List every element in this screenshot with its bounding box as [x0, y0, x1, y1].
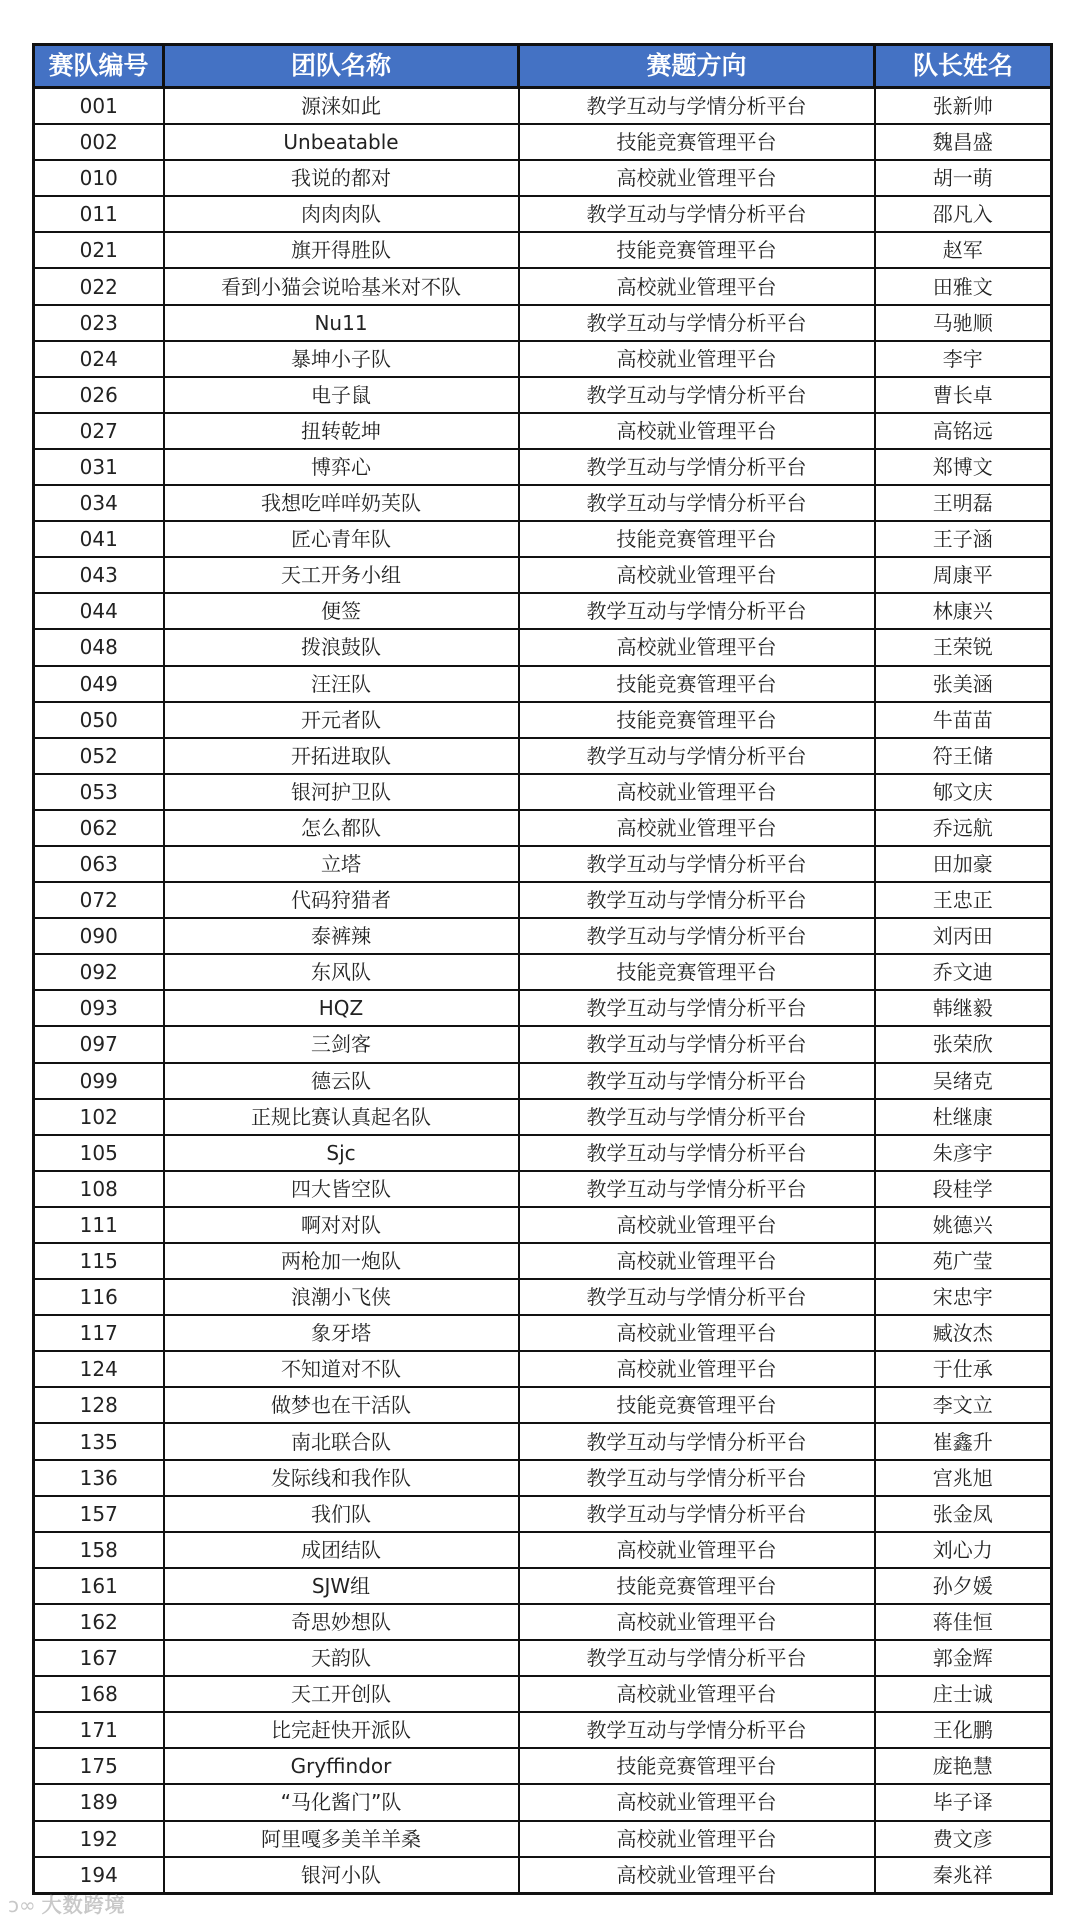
team-name-cell: 比完赶快开派队 — [164, 1712, 519, 1748]
table-row — [34, 124, 1052, 160]
team-name-cell: 浪潮小飞侠 — [164, 1279, 519, 1315]
team-id-cell: 050 — [34, 702, 164, 738]
table-row — [34, 1532, 1052, 1568]
team-id-cell: 023 — [34, 305, 164, 341]
team-id-cell: 189 — [34, 1784, 164, 1820]
team-name-cell: 两枪加一炮队 — [164, 1243, 519, 1279]
team-id-cell: 034 — [34, 485, 164, 521]
watermark — [8, 1893, 126, 1917]
table-row — [34, 629, 1052, 665]
topic-cell: 高校就业管理平台 — [519, 1243, 875, 1279]
captain-cell: 邵凡入 — [875, 196, 1052, 232]
captain-cell: 田加豪 — [875, 846, 1052, 882]
team-id-cell: 167 — [34, 1640, 164, 1676]
captain-cell: 李宇 — [875, 341, 1052, 377]
team-id-cell: 124 — [34, 1351, 164, 1387]
captain-cell: 乔远航 — [875, 810, 1052, 846]
team-name-cell: Nu11 — [164, 305, 519, 341]
team-name-cell: 正规比赛认真起名队 — [164, 1099, 519, 1135]
captain-cell: 张新帅 — [875, 88, 1052, 125]
topic-cell: 教学互动与学情分析平台 — [519, 485, 875, 521]
table-row — [34, 1423, 1052, 1459]
team-id-cell: 097 — [34, 1026, 164, 1062]
team-name-cell: 南北联合队 — [164, 1423, 519, 1459]
table-row — [34, 954, 1052, 990]
team-name-cell: 天工开务小组 — [164, 557, 519, 593]
topic-cell: 教学互动与学情分析平台 — [519, 1026, 875, 1062]
team-id-cell: 024 — [34, 341, 164, 377]
team-name-cell: 德云队 — [164, 1063, 519, 1099]
topic-cell: 高校就业管理平台 — [519, 774, 875, 810]
team-name-cell: 旗开得胜队 — [164, 232, 519, 268]
topic-cell: 技能竞赛管理平台 — [519, 1387, 875, 1423]
table-row — [34, 774, 1052, 810]
captain-cell: 崔鑫升 — [875, 1423, 1052, 1459]
team-name-cell: “马化酱门”队 — [164, 1784, 519, 1820]
table-row — [34, 1712, 1052, 1748]
team-id-cell: 090 — [34, 918, 164, 954]
captain-cell: 符王储 — [875, 738, 1052, 774]
topic-cell: 高校就业管理平台 — [519, 1315, 875, 1351]
captain-cell: 郑博文 — [875, 449, 1052, 485]
table-row — [34, 1026, 1052, 1062]
team-id-cell: 053 — [34, 774, 164, 810]
table-row — [34, 1568, 1052, 1604]
topic-cell: 教学互动与学情分析平台 — [519, 377, 875, 413]
team-id-cell: 111 — [34, 1207, 164, 1243]
team-name-cell: 便签 — [164, 593, 519, 629]
captain-cell: 王荣锐 — [875, 629, 1052, 665]
topic-cell: 教学互动与学情分析平台 — [519, 918, 875, 954]
team-name-cell: 天工开创队 — [164, 1676, 519, 1712]
team-id-cell: 108 — [34, 1171, 164, 1207]
topic-cell: 教学互动与学情分析平台 — [519, 196, 875, 232]
team-name-cell: HQZ — [164, 990, 519, 1026]
topic-cell: 教学互动与学情分析平台 — [519, 846, 875, 882]
team-name-cell: 阿里嘎多美羊羊桑 — [164, 1821, 519, 1857]
team-id-cell: 072 — [34, 882, 164, 918]
table-row — [34, 196, 1052, 232]
header-team-name: 团队名称 — [164, 45, 519, 88]
captain-cell: 韩继毅 — [875, 990, 1052, 1026]
captain-cell: 周康平 — [875, 557, 1052, 593]
team-name-cell: 奇思妙想队 — [164, 1604, 519, 1640]
team-name-cell: Unbeatable — [164, 124, 519, 160]
table-row — [34, 1063, 1052, 1099]
captain-cell: 王子涵 — [875, 521, 1052, 557]
table-row — [34, 918, 1052, 954]
topic-cell: 教学互动与学情分析平台 — [519, 990, 875, 1026]
captain-cell: 宫兆旭 — [875, 1460, 1052, 1496]
team-id-cell: 175 — [34, 1748, 164, 1784]
team-id-cell: 135 — [34, 1423, 164, 1459]
team-name-cell: 汪汪队 — [164, 666, 519, 702]
table-row — [34, 521, 1052, 557]
table-row — [34, 1207, 1052, 1243]
captain-cell: 姚德兴 — [875, 1207, 1052, 1243]
team-id-cell: 116 — [34, 1279, 164, 1315]
table-row — [34, 1821, 1052, 1857]
captain-cell: 张荣欣 — [875, 1026, 1052, 1062]
team-id-cell: 161 — [34, 1568, 164, 1604]
team-id-cell: 099 — [34, 1063, 164, 1099]
topic-cell: 教学互动与学情分析平台 — [519, 1712, 875, 1748]
topic-cell: 技能竞赛管理平台 — [519, 124, 875, 160]
team-id-cell: 022 — [34, 268, 164, 304]
table-row — [34, 1496, 1052, 1532]
topic-cell: 技能竞赛管理平台 — [519, 232, 875, 268]
captain-cell: 田雅文 — [875, 268, 1052, 304]
captain-cell: 庞艳慧 — [875, 1748, 1052, 1784]
team-id-cell: 010 — [34, 160, 164, 196]
captain-cell: 刘心力 — [875, 1532, 1052, 1568]
team-table-container — [32, 43, 1050, 1895]
captain-cell: 赵军 — [875, 232, 1052, 268]
captain-cell: 蒋佳恒 — [875, 1604, 1052, 1640]
captain-cell: 庄士诚 — [875, 1676, 1052, 1712]
team-name-cell: 三剑客 — [164, 1026, 519, 1062]
team-name-cell: SJW组 — [164, 1568, 519, 1604]
team-name-cell: 看到小猫会说哈基米对不队 — [164, 268, 519, 304]
topic-cell: 高校就业管理平台 — [519, 160, 875, 196]
topic-cell: 教学互动与学情分析平台 — [519, 305, 875, 341]
team-id-cell: 158 — [34, 1532, 164, 1568]
table-row — [34, 1604, 1052, 1640]
team-name-cell: 泰裤辣 — [164, 918, 519, 954]
table-row — [34, 1640, 1052, 1676]
topic-cell: 高校就业管理平台 — [519, 810, 875, 846]
topic-cell: 高校就业管理平台 — [519, 413, 875, 449]
team-id-cell: 044 — [34, 593, 164, 629]
table-row — [34, 377, 1052, 413]
table-header — [34, 45, 1052, 88]
table-row — [34, 702, 1052, 738]
topic-cell: 教学互动与学情分析平台 — [519, 1135, 875, 1171]
captain-cell: 李文立 — [875, 1387, 1052, 1423]
table-row — [34, 1748, 1052, 1784]
team-id-cell: 093 — [34, 990, 164, 1026]
table-row — [34, 232, 1052, 268]
captain-cell: 苑广莹 — [875, 1243, 1052, 1279]
table-row — [34, 88, 1052, 125]
team-name-cell: 东风队 — [164, 954, 519, 990]
team-name-cell: 做梦也在干活队 — [164, 1387, 519, 1423]
team-name-cell: Gryffindor — [164, 1748, 519, 1784]
header-topic: 赛题方向 — [519, 45, 875, 88]
captain-cell: 毕子译 — [875, 1784, 1052, 1820]
team-name-cell: 匠心青年队 — [164, 521, 519, 557]
topic-cell: 高校就业管理平台 — [519, 557, 875, 593]
team-name-cell: Sjc — [164, 1135, 519, 1171]
topic-cell: 高校就业管理平台 — [519, 1351, 875, 1387]
topic-cell: 技能竞赛管理平台 — [519, 954, 875, 990]
table-row — [34, 1135, 1052, 1171]
topic-cell: 技能竞赛管理平台 — [519, 702, 875, 738]
team-name-cell: 银河小队 — [164, 1857, 519, 1894]
topic-cell: 技能竞赛管理平台 — [519, 1568, 875, 1604]
captain-cell: 费文彦 — [875, 1821, 1052, 1857]
table-row — [34, 1171, 1052, 1207]
captain-cell: 吴绪克 — [875, 1063, 1052, 1099]
team-name-cell: 立塔 — [164, 846, 519, 882]
topic-cell: 教学互动与学情分析平台 — [519, 738, 875, 774]
team-id-cell: 092 — [34, 954, 164, 990]
team-id-cell: 128 — [34, 1387, 164, 1423]
team-id-cell: 192 — [34, 1821, 164, 1857]
team-id-cell: 194 — [34, 1857, 164, 1894]
team-name-cell: 暴坤小子队 — [164, 341, 519, 377]
team-id-cell: 027 — [34, 413, 164, 449]
team-name-cell: 四大皆空队 — [164, 1171, 519, 1207]
topic-cell: 教学互动与学情分析平台 — [519, 1460, 875, 1496]
captain-cell: 郇文庆 — [875, 774, 1052, 810]
table-row — [34, 738, 1052, 774]
team-name-cell: 不知道对不队 — [164, 1351, 519, 1387]
topic-cell: 教学互动与学情分析平台 — [519, 1171, 875, 1207]
team-name-cell: 啊对对队 — [164, 1207, 519, 1243]
captain-cell: 秦兆祥 — [875, 1857, 1052, 1894]
table-row — [34, 846, 1052, 882]
table-row — [34, 1857, 1052, 1894]
team-id-cell: 157 — [34, 1496, 164, 1532]
team-name-cell: 怎么都队 — [164, 810, 519, 846]
team-id-cell: 052 — [34, 738, 164, 774]
captain-cell: 宋忠宇 — [875, 1279, 1052, 1315]
team-table — [32, 43, 1053, 1895]
team-id-cell: 115 — [34, 1243, 164, 1279]
captain-cell: 魏昌盛 — [875, 124, 1052, 160]
team-id-cell: 171 — [34, 1712, 164, 1748]
team-id-cell: 062 — [34, 810, 164, 846]
topic-cell: 高校就业管理平台 — [519, 1604, 875, 1640]
captain-cell: 张金凤 — [875, 1496, 1052, 1532]
table-body — [34, 88, 1052, 1894]
captain-cell: 王明磊 — [875, 485, 1052, 521]
captain-cell: 段桂学 — [875, 1171, 1052, 1207]
captain-cell: 林康兴 — [875, 593, 1052, 629]
topic-cell: 技能竞赛管理平台 — [519, 521, 875, 557]
header-team-id: 赛队编号 — [34, 45, 164, 88]
table-row — [34, 160, 1052, 196]
captain-cell: 臧汝杰 — [875, 1315, 1052, 1351]
team-name-cell: 电子鼠 — [164, 377, 519, 413]
team-id-cell: 105 — [34, 1135, 164, 1171]
topic-cell: 教学互动与学情分析平台 — [519, 593, 875, 629]
captain-cell: 于仕承 — [875, 1351, 1052, 1387]
team-name-cell: 源涞如此 — [164, 88, 519, 125]
captain-cell: 王忠正 — [875, 882, 1052, 918]
team-id-cell: 043 — [34, 557, 164, 593]
table-row — [34, 413, 1052, 449]
table-row — [34, 1351, 1052, 1387]
topic-cell: 高校就业管理平台 — [519, 268, 875, 304]
team-id-cell: 011 — [34, 196, 164, 232]
captain-cell: 马驰顺 — [875, 305, 1052, 341]
topic-cell: 教学互动与学情分析平台 — [519, 1496, 875, 1532]
team-id-cell: 041 — [34, 521, 164, 557]
topic-cell: 技能竞赛管理平台 — [519, 666, 875, 702]
topic-cell: 高校就业管理平台 — [519, 1821, 875, 1857]
captain-cell: 郭金辉 — [875, 1640, 1052, 1676]
table-row — [34, 882, 1052, 918]
team-id-cell: 063 — [34, 846, 164, 882]
table-row — [34, 305, 1052, 341]
brand-logo-icon: ↄ∞ — [8, 1893, 36, 1917]
captain-cell: 牛苗苗 — [875, 702, 1052, 738]
topic-cell: 教学互动与学情分析平台 — [519, 88, 875, 125]
table-row — [34, 1243, 1052, 1279]
table-row — [34, 1315, 1052, 1351]
table-row — [34, 449, 1052, 485]
team-name-cell: 拨浪鼓队 — [164, 629, 519, 665]
team-name-cell: 我想吃咩咩奶芙队 — [164, 485, 519, 521]
team-id-cell: 049 — [34, 666, 164, 702]
topic-cell: 高校就业管理平台 — [519, 1857, 875, 1894]
team-id-cell: 002 — [34, 124, 164, 160]
team-id-cell: 168 — [34, 1676, 164, 1712]
topic-cell: 教学互动与学情分析平台 — [519, 882, 875, 918]
captain-cell: 张美涵 — [875, 666, 1052, 702]
captain-cell: 高铭远 — [875, 413, 1052, 449]
topic-cell: 高校就业管理平台 — [519, 1207, 875, 1243]
captain-cell: 王化鹏 — [875, 1712, 1052, 1748]
topic-cell: 高校就业管理平台 — [519, 1676, 875, 1712]
header-captain: 队长姓名 — [875, 45, 1052, 88]
team-name-cell: 代码狩猎者 — [164, 882, 519, 918]
team-name-cell: 发际线和我作队 — [164, 1460, 519, 1496]
team-name-cell: 扭转乾坤 — [164, 413, 519, 449]
team-id-cell: 026 — [34, 377, 164, 413]
captain-cell: 朱彦宇 — [875, 1135, 1052, 1171]
team-id-cell: 136 — [34, 1460, 164, 1496]
table-row — [34, 485, 1052, 521]
team-name-cell: 我们队 — [164, 1496, 519, 1532]
table-row — [34, 1099, 1052, 1135]
captain-cell: 曹长卓 — [875, 377, 1052, 413]
table-row — [34, 341, 1052, 377]
team-name-cell: 开拓进取队 — [164, 738, 519, 774]
watermark-text: 大数跨境 — [41, 1893, 126, 1917]
captain-cell: 孙夕媛 — [875, 1568, 1052, 1604]
topic-cell: 教学互动与学情分析平台 — [519, 1279, 875, 1315]
topic-cell: 高校就业管理平台 — [519, 1784, 875, 1820]
captain-cell: 刘丙田 — [875, 918, 1052, 954]
team-name-cell: 天韵队 — [164, 1640, 519, 1676]
captain-cell: 乔文迪 — [875, 954, 1052, 990]
topic-cell: 教学互动与学情分析平台 — [519, 449, 875, 485]
table-row — [34, 990, 1052, 1026]
team-name-cell: 银河护卫队 — [164, 774, 519, 810]
team-id-cell: 102 — [34, 1099, 164, 1135]
table-row — [34, 1784, 1052, 1820]
team-name-cell: 肉肉肉队 — [164, 196, 519, 232]
team-id-cell: 001 — [34, 88, 164, 125]
team-name-cell: 开元者队 — [164, 702, 519, 738]
header-row — [34, 45, 1052, 88]
table-row — [34, 593, 1052, 629]
topic-cell: 技能竞赛管理平台 — [519, 1748, 875, 1784]
table-row — [34, 1387, 1052, 1423]
captain-cell: 杜继康 — [875, 1099, 1052, 1135]
team-name-cell: 象牙塔 — [164, 1315, 519, 1351]
team-id-cell: 162 — [34, 1604, 164, 1640]
topic-cell: 高校就业管理平台 — [519, 629, 875, 665]
team-id-cell: 048 — [34, 629, 164, 665]
table-row — [34, 268, 1052, 304]
table-row — [34, 557, 1052, 593]
team-name-cell: 成团结队 — [164, 1532, 519, 1568]
topic-cell: 教学互动与学情分析平台 — [519, 1423, 875, 1459]
team-name-cell: 博弈心 — [164, 449, 519, 485]
table-row — [34, 1279, 1052, 1315]
topic-cell: 教学互动与学情分析平台 — [519, 1063, 875, 1099]
team-name-cell: 我说的都对 — [164, 160, 519, 196]
topic-cell: 教学互动与学情分析平台 — [519, 1640, 875, 1676]
team-id-cell: 031 — [34, 449, 164, 485]
table-row — [34, 810, 1052, 846]
team-id-cell: 021 — [34, 232, 164, 268]
table-row — [34, 1676, 1052, 1712]
topic-cell: 高校就业管理平台 — [519, 1532, 875, 1568]
captain-cell: 胡一萌 — [875, 160, 1052, 196]
table-row — [34, 666, 1052, 702]
table-row — [34, 1460, 1052, 1496]
team-id-cell: 117 — [34, 1315, 164, 1351]
topic-cell: 教学互动与学情分析平台 — [519, 1099, 875, 1135]
topic-cell: 高校就业管理平台 — [519, 341, 875, 377]
